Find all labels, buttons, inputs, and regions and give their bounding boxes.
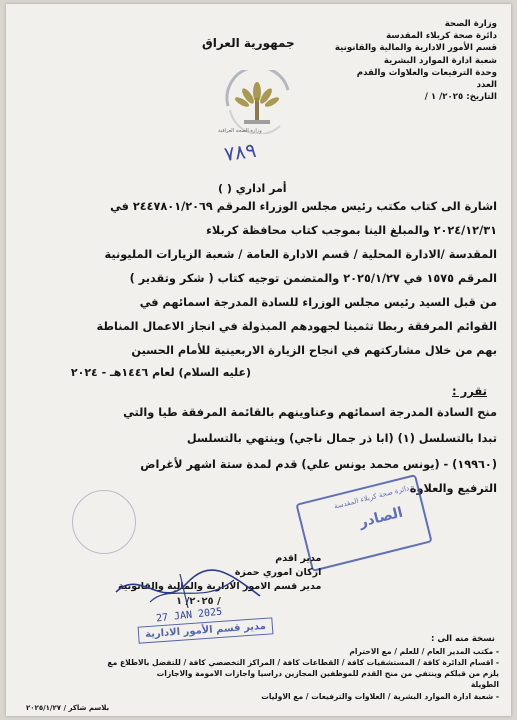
body-line-5: من قبل السيد رئيس مجلس الوزراء للسادة المدرجة اسمائهم في bbox=[139, 296, 497, 309]
stamp-line-2: الصادر bbox=[357, 504, 405, 531]
republic-title: جمهورية العراق bbox=[202, 36, 295, 50]
decision-line-3: (١٩٩٦٠) - (يونس محمد يونس علي) قدم لمدة ستة اشهر لأغراض bbox=[140, 458, 497, 471]
date-stamp: 27 JAN 2025 bbox=[155, 606, 223, 625]
copies-line-4: الطويلة bbox=[470, 680, 499, 689]
number-label: العدد bbox=[476, 80, 497, 91]
document-page bbox=[6, 4, 511, 716]
decision-line-2: تبدا بالتسلسل (١) (ابا ذر جمال ناجي) وينتهي بالتسلسل bbox=[186, 432, 497, 445]
body-line-7: بهم من خلال مشاركتهم في انجاح الزيارة الاربعينية للأمام الحسين bbox=[131, 344, 497, 357]
unit-name: وحدة الترفيعات والعلاوات والقدم bbox=[356, 67, 497, 78]
decision-line-1: منح السادة المدرجة اسمائهم وعناوينهم بالقائمة المرفقة طيا والتي bbox=[123, 406, 497, 419]
signatory-position: مدير قسم الامور الادارية والمالية والقانونية bbox=[118, 581, 322, 592]
body-line-3: المقدسة /الادارة المحلية / قسم الادارة العامة / شعبة الزيارات المليونية bbox=[104, 248, 497, 261]
body-line-8: (عليه السلام) لعام ١٤٤٦هـ - ٢٠٢٤ bbox=[70, 366, 251, 379]
typist-note: بلاسم شاكر / ٢٠٢٥/١/٢٧ bbox=[26, 704, 110, 712]
order-title: أمر اداري ( ) bbox=[218, 182, 287, 195]
body-line-2: ٢٠٢٤/١٢/٣١ والمبلغ الينا بموجب كتاب محافظة كربلاء bbox=[206, 224, 497, 237]
copies-line-3: يلزم من قبلكم وينتفي من منح القدم للموظفين المجازين دراسيا واجازات الامومة والاجازات bbox=[156, 669, 499, 678]
body-line-1: اشارة الى كتاب مكتب رئيس مجلس الوزراء المرقم ٢٤٤٧٨٠١/٢٠٦٩ في bbox=[110, 200, 497, 213]
decision-heading: تقرر : bbox=[452, 384, 487, 398]
signatory-title: مدير اقدم bbox=[275, 553, 322, 564]
copies-line-5: - شعبة ادارة الموارد البشرية / العلاوات والترفيعات / مع الاوليات bbox=[261, 692, 499, 701]
manager-stamp: مدير قسم الأمور الادارية bbox=[138, 617, 274, 643]
division-name: شعبة ادارة الموارد البشرية bbox=[383, 55, 497, 66]
ministry-logo-icon bbox=[220, 70, 294, 134]
body-line-6: القوائم المرفقة ربطا تثمينا لجهودهم المبذولة في انجاز الاعمال المناطة bbox=[96, 320, 497, 333]
letterhead bbox=[335, 18, 497, 103]
signatory-name: اركان اموري حمزة bbox=[234, 567, 322, 578]
signature-date-handwritten: ٢٠٢٥/ ١ / bbox=[176, 596, 221, 607]
round-seal bbox=[72, 490, 136, 554]
decision-line-4: الترفيع والعلاوة bbox=[409, 482, 497, 495]
directorate-name: دائرة صحة كربلاء المقدسة bbox=[386, 31, 497, 42]
logo-caption: وزارة الصحة العراقية bbox=[218, 128, 262, 134]
handwritten-number: ٧٨٩ bbox=[222, 137, 258, 167]
body-line-4: المرقم ١٥٧٥ في ٢٠٢٥/١/٢٧ والمتضمن توجيه كتاب ( شكر وتقدير ) bbox=[129, 272, 497, 285]
copies-line-2: - اقسام الدائرة كافة / المستشفيات كافة / القطاعات كافة / المراكز التخصصي كافة / للتفضل بالاطلاع مع bbox=[107, 658, 499, 667]
copies-title: نسخة منه الى : bbox=[431, 634, 495, 644]
date-label: التاريخ: ٢٠٢٥/ ١ / bbox=[424, 92, 497, 103]
department-name: قسم الأمور الادارية والمالية والقانونية bbox=[334, 43, 497, 54]
ministry-name: وزارة الصحة bbox=[444, 19, 497, 29]
copies-line-1: - مكتب المدير العام / للعلم / مع الاحترام bbox=[349, 647, 499, 656]
stamp-line-1: دائرة صحة كربلاء المقدسة bbox=[333, 484, 410, 511]
